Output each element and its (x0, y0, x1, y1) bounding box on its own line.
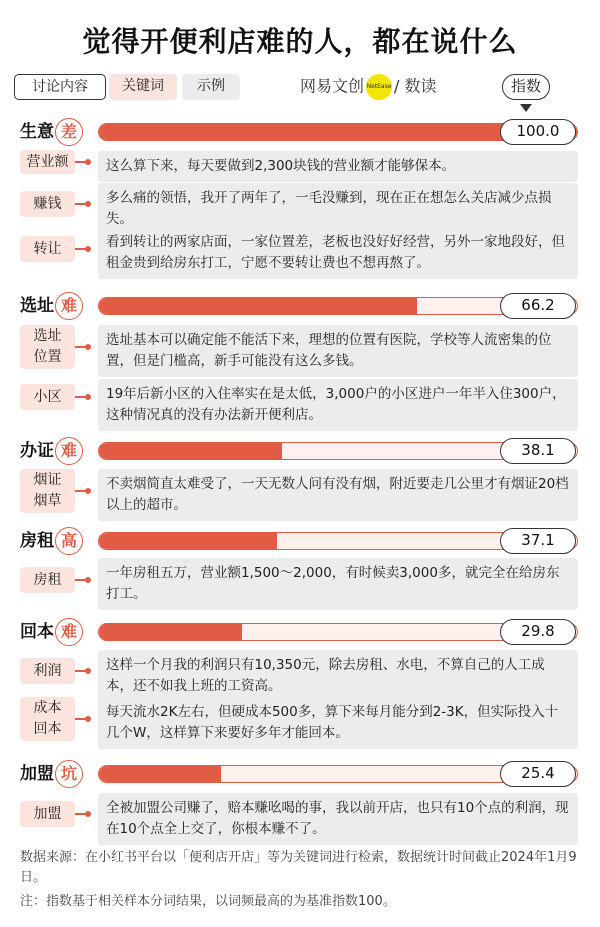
keyword-tag: 加盟 (20, 801, 75, 827)
example-text: 一年房租五万，营业额1,500～2,000，有时候卖3,000多，就完全在给房东打工。 (98, 558, 578, 610)
section-name: 加盟 (20, 764, 54, 784)
connector-dot-icon (75, 579, 89, 581)
section-name: 选址 (20, 296, 54, 316)
connector-dot-icon (75, 248, 89, 250)
bar-value-label: 38.1 (500, 438, 576, 464)
connector-dot-icon (75, 813, 89, 815)
brand-dot-icon: NetEase (366, 74, 392, 100)
section-badge: 差 (55, 118, 83, 146)
section-badge: 高 (55, 527, 83, 555)
connector-dot-icon (75, 718, 89, 720)
keyword-tag: 利润 (20, 658, 75, 684)
example-text: 看到转让的两家店面，一家位置差，老板也没好好经营，另外一家地段好，但租金贵到给房东打工，宁愿不要转让费也不想再熬了。 (98, 227, 578, 279)
example-text: 19年后新小区的入住率实在是太低，3,000户的小区进户一年半入住300户，这种情况真的没有办法新开便利店。 (98, 379, 578, 431)
brand-right: / 数读 (394, 76, 437, 96)
arrow-down-icon (520, 104, 532, 112)
example-text: 这样一个月我的利润只有10,350元，除去房租、水电，不算自己的人工成本，还不如我上班的工资高。 (98, 650, 578, 702)
keyword-tag: 成本 回本 (20, 697, 75, 741)
connector-dot-icon (75, 161, 89, 163)
keyword-tag: 选址 位置 (20, 325, 75, 369)
bar (99, 443, 282, 459)
index-header: 指数 (502, 74, 550, 100)
example-text: 全被加盟公司赚了，赔本赚吆喝的事，我以前开店，也只有10个点的利润，现在10个点全上交了，你根本赚不了。 (98, 793, 578, 845)
example-text: 不卖烟简直太难受了，一天无数人问有没有烟，附近要走几公里才有烟证20档以上的超市。 (98, 469, 578, 521)
bar-value-label: 29.8 (500, 619, 576, 645)
bar (99, 766, 221, 782)
section-badge: 难 (55, 292, 83, 320)
brand-logo (300, 74, 437, 100)
brand-left: 网易文创 (300, 76, 365, 96)
bar-value-label: 25.4 (500, 761, 576, 787)
connector-dot-icon (75, 203, 89, 205)
bar (99, 298, 417, 314)
example-text: 选址基本可以确定能不能活下来，理想的位置有医院，学校等人流密集的位置，但是门槛高，新手可能没有这么多钱。 (98, 325, 578, 377)
section-name: 办证 (20, 441, 54, 461)
bar (99, 533, 277, 549)
connector-dot-icon (75, 396, 89, 398)
legend-topic: 讨论内容 (14, 74, 106, 100)
footer-source: 数据来源：在小红书平台以「便利店开店」等为关键词进行检索，数据统计时间截止2024年1月9日。 (20, 850, 577, 885)
section-badge: 坑 (55, 760, 83, 788)
bar-value-label: 100.0 (500, 119, 576, 145)
connector-dot-icon (75, 670, 89, 672)
connector-dot-icon (75, 346, 89, 348)
example-text: 多么痛的领悟，我开了两年了，一毛没赚到，现在正在想怎么关店减少点损失。 (98, 183, 578, 235)
example-text: 每天流水2K左右，但硬成本500多，算下来每月能分到2-3K，但实际投入十几个W，这样算下来要好多年才能回本。 (98, 697, 578, 749)
page-title: 觉得开便利店难的人，都在说什么 (82, 25, 518, 58)
bar-value-label: 37.1 (500, 528, 576, 554)
connector-dot-icon (75, 490, 89, 492)
bar-value-label: 66.2 (500, 293, 576, 319)
keyword-tag: 房租 (20, 567, 75, 593)
section-badge: 难 (55, 618, 83, 646)
keyword-tag: 营业额 (20, 150, 75, 174)
bar (99, 624, 242, 640)
example-text: 这么算下来，每天要做到2,300块钱的营业额才能够保本。 (98, 151, 578, 182)
legend-example: 示例 (182, 74, 240, 100)
section-name: 生意 (20, 122, 54, 142)
footer-note: 注：指数基于相关样本分词结果，以词频最高的为基准指数100。 (20, 894, 396, 909)
section-name: 房租 (20, 531, 54, 551)
keyword-tag: 转让 (20, 236, 75, 262)
section-name: 回本 (20, 622, 54, 642)
section-badge: 难 (55, 437, 83, 465)
legend-keyword: 关键词 (109, 74, 177, 100)
keyword-tag: 小区 (20, 384, 75, 410)
keyword-tag: 烟证 烟草 (20, 469, 75, 513)
keyword-tag: 赚钱 (20, 191, 75, 217)
